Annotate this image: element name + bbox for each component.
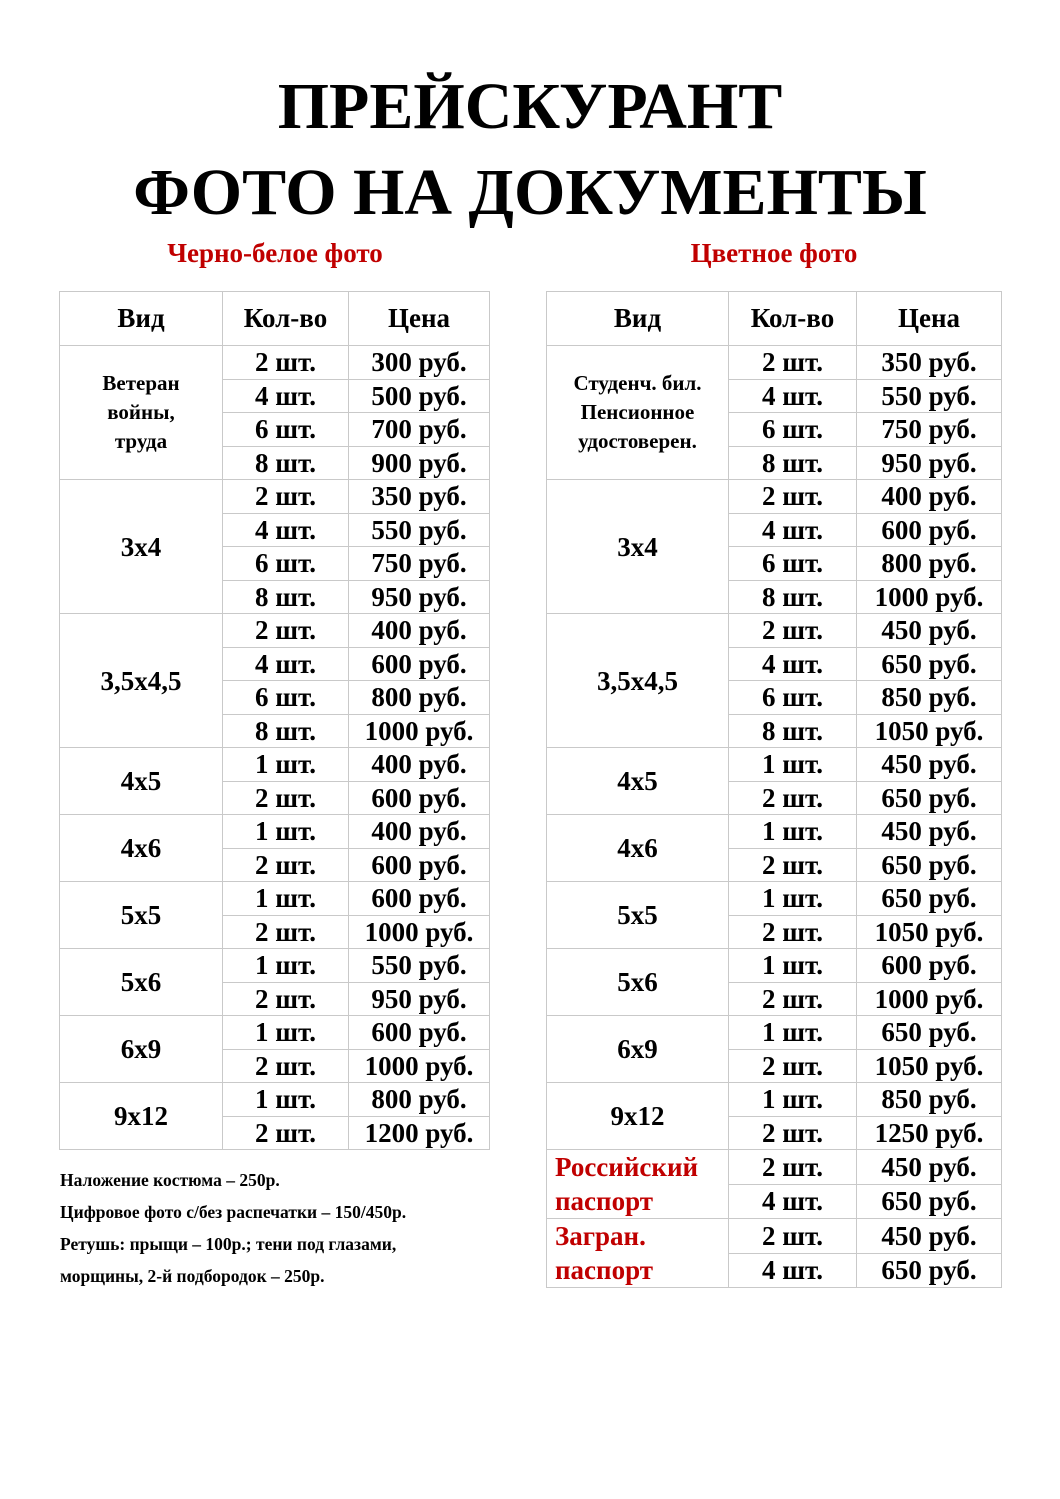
price-cell: 1000 руб. xyxy=(857,580,1002,614)
table-row xyxy=(60,882,490,916)
price-cell: 1000 руб. xyxy=(349,915,490,949)
price-cell: 900 руб. xyxy=(349,446,490,480)
title-line-2: ФОТО НА ДОКУМЕНТЫ xyxy=(133,156,927,229)
photo-kind-cell: 6х9 xyxy=(60,1016,223,1083)
table-row xyxy=(547,346,1002,380)
note-digital-photo: Цифровое фото с/без распечатки – 150/450р. xyxy=(60,1202,407,1222)
quantity-cell: 8 шт. xyxy=(729,580,857,614)
price-cell: 350 руб. xyxy=(857,346,1002,380)
quantity-cell: 2 шт. xyxy=(729,1049,857,1083)
price-cell: 550 руб. xyxy=(349,949,490,983)
quantity-cell: 1 шт. xyxy=(223,882,349,916)
price-cell: 550 руб. xyxy=(349,513,490,547)
photo-kind-cell: Студенч. бил. Пенсионное удостоверен. xyxy=(547,346,729,480)
quantity-cell: 4 шт. xyxy=(729,1184,857,1219)
photo-kind-cell: 9х12 xyxy=(60,1083,223,1150)
quantity-cell: 2 шт. xyxy=(223,848,349,882)
quantity-cell: 8 шт. xyxy=(729,714,857,748)
price-cell: 400 руб. xyxy=(349,614,490,648)
quantity-cell: 2 шт. xyxy=(729,1219,857,1254)
price-cell: 750 руб. xyxy=(857,413,1002,447)
quantity-cell: 2 шт. xyxy=(223,781,349,815)
quantity-cell: 4 шт. xyxy=(729,1253,857,1288)
photo-kind-cell: 3х4 xyxy=(60,480,223,614)
price-cell: 650 руб. xyxy=(857,1016,1002,1050)
title-line-1: ПРЕЙСКУРАНТ xyxy=(277,70,783,143)
table-row xyxy=(60,480,490,514)
header-kind: Вид xyxy=(547,292,729,346)
bw-section-heading: Черно-белое фото xyxy=(167,238,383,268)
quantity-cell: 6 шт. xyxy=(729,413,857,447)
price-cell: 650 руб. xyxy=(857,647,1002,681)
price-cell: 400 руб. xyxy=(349,815,490,849)
price-cell: 650 руб. xyxy=(857,1184,1002,1219)
table-header-row xyxy=(60,292,490,346)
table-row xyxy=(60,949,490,983)
table-row xyxy=(547,748,1002,782)
price-cell: 300 руб. xyxy=(349,346,490,380)
price-cell: 700 руб. xyxy=(349,413,490,447)
price-cell: 1050 руб. xyxy=(857,915,1002,949)
bw-price-table xyxy=(59,291,490,1150)
table-row xyxy=(547,882,1002,916)
photo-kind-cell: 4х5 xyxy=(60,748,223,815)
quantity-cell: 2 шт. xyxy=(729,614,857,648)
price-cell: 450 руб. xyxy=(857,614,1002,648)
price-cell: 500 руб. xyxy=(349,379,490,413)
table-row xyxy=(547,1016,1002,1050)
quantity-cell: 2 шт. xyxy=(223,1116,349,1150)
price-cell: 750 руб. xyxy=(349,547,490,581)
page-title xyxy=(0,64,1060,236)
table-row xyxy=(547,815,1002,849)
quantity-cell: 1 шт. xyxy=(223,949,349,983)
price-cell: 950 руб. xyxy=(857,446,1002,480)
header-kind: Вид xyxy=(60,292,223,346)
price-cell: 850 руб. xyxy=(857,1083,1002,1117)
table-row xyxy=(547,1150,1002,1185)
quantity-cell: 2 шт. xyxy=(729,915,857,949)
price-cell: 1200 руб. xyxy=(349,1116,490,1150)
quantity-cell: 2 шт. xyxy=(223,1049,349,1083)
quantity-cell: 1 шт. xyxy=(223,1016,349,1050)
quantity-cell: 4 шт. xyxy=(223,513,349,547)
photo-kind-cell: 3х4 xyxy=(547,480,729,614)
price-cell: 400 руб. xyxy=(857,480,1002,514)
price-cell: 600 руб. xyxy=(349,647,490,681)
quantity-cell: 4 шт. xyxy=(729,647,857,681)
photo-kind-cell: Ветеран войны, труда xyxy=(60,346,223,480)
table-row xyxy=(60,748,490,782)
quantity-cell: 1 шт. xyxy=(729,949,857,983)
quantity-cell: 2 шт. xyxy=(729,480,857,514)
photo-kind-cell: 5х5 xyxy=(547,882,729,949)
quantity-cell: 4 шт. xyxy=(729,379,857,413)
photo-kind-cell: 9х12 xyxy=(547,1083,729,1150)
quantity-cell: 8 шт. xyxy=(223,446,349,480)
quantity-cell: 1 шт. xyxy=(223,815,349,849)
price-cell: 950 руб. xyxy=(349,580,490,614)
price-cell: 800 руб. xyxy=(349,681,490,715)
price-cell: 600 руб. xyxy=(349,781,490,815)
price-cell: 1050 руб. xyxy=(857,1049,1002,1083)
price-cell: 650 руб. xyxy=(857,848,1002,882)
quantity-cell: 4 шт. xyxy=(223,379,349,413)
quantity-cell: 8 шт. xyxy=(729,446,857,480)
quantity-cell: 2 шт. xyxy=(729,346,857,380)
price-cell: 550 руб. xyxy=(857,379,1002,413)
quantity-cell: 1 шт. xyxy=(729,882,857,916)
table-row xyxy=(547,614,1002,648)
price-cell: 400 руб. xyxy=(349,748,490,782)
table-row xyxy=(547,480,1002,514)
note-retouch: Ретушь: прыщи – 100р.; тени под глазами, морщины, 2-й подбородок – 250р. xyxy=(60,1234,397,1286)
quantity-cell: 8 шт. xyxy=(223,580,349,614)
price-cell: 1050 руб. xyxy=(857,714,1002,748)
table-row xyxy=(60,1083,490,1117)
table-row xyxy=(60,346,490,380)
header-qty: Кол-во xyxy=(729,292,857,346)
price-cell: 1000 руб. xyxy=(349,714,490,748)
quantity-cell: 1 шт. xyxy=(729,815,857,849)
price-cell: 450 руб. xyxy=(857,1150,1002,1185)
quantity-cell: 6 шт. xyxy=(729,547,857,581)
photo-kind-cell: 6х9 xyxy=(547,1016,729,1083)
table-row xyxy=(547,1083,1002,1117)
price-cell: 600 руб. xyxy=(857,513,1002,547)
photo-kind-cell: 5х6 xyxy=(60,949,223,1016)
quantity-cell: 2 шт. xyxy=(223,614,349,648)
extra-services-notes xyxy=(60,1164,530,1292)
photo-kind-cell: 4х6 xyxy=(60,815,223,882)
quantity-cell: 2 шт. xyxy=(729,1116,857,1150)
quantity-cell: 4 шт. xyxy=(729,513,857,547)
header-price: Цена xyxy=(349,292,490,346)
quantity-cell: 2 шт. xyxy=(729,1150,857,1185)
photo-kind-cell: 5х5 xyxy=(60,882,223,949)
price-cell: 450 руб. xyxy=(857,1219,1002,1254)
header-qty: Кол-во xyxy=(223,292,349,346)
table-header-row xyxy=(547,292,1002,346)
quantity-cell: 1 шт. xyxy=(729,748,857,782)
price-cell: 450 руб. xyxy=(857,815,1002,849)
photo-kind-cell: Российский паспорт xyxy=(547,1150,729,1219)
photo-kind-cell: 4х6 xyxy=(547,815,729,882)
price-cell: 1250 руб. xyxy=(857,1116,1002,1150)
quantity-cell: 1 шт. xyxy=(729,1016,857,1050)
quantity-cell: 2 шт. xyxy=(223,346,349,380)
price-cell: 350 руб. xyxy=(349,480,490,514)
quantity-cell: 2 шт. xyxy=(223,915,349,949)
photo-kind-cell: 3,5х4,5 xyxy=(547,614,729,748)
photo-kind-cell: 5х6 xyxy=(547,949,729,1016)
photo-kind-cell: 4х5 xyxy=(547,748,729,815)
note-costume: Наложение костюма – 250р. xyxy=(60,1170,280,1190)
color-section-heading: Цветное фото xyxy=(690,238,858,268)
quantity-cell: 1 шт. xyxy=(223,1083,349,1117)
price-cell: 650 руб. xyxy=(857,882,1002,916)
quantity-cell: 6 шт. xyxy=(729,681,857,715)
table-row xyxy=(547,1219,1002,1254)
price-cell: 1000 руб. xyxy=(857,982,1002,1016)
quantity-cell: 6 шт. xyxy=(223,547,349,581)
price-cell: 600 руб. xyxy=(857,949,1002,983)
table-row xyxy=(60,614,490,648)
price-cell: 600 руб. xyxy=(349,882,490,916)
quantity-cell: 2 шт. xyxy=(223,480,349,514)
price-cell: 850 руб. xyxy=(857,681,1002,715)
quantity-cell: 4 шт. xyxy=(223,647,349,681)
photo-kind-cell: Загран. паспорт xyxy=(547,1219,729,1288)
quantity-cell: 1 шт. xyxy=(729,1083,857,1117)
price-cell: 600 руб. xyxy=(349,1016,490,1050)
quantity-cell: 8 шт. xyxy=(223,714,349,748)
photo-kind-cell: 3,5х4,5 xyxy=(60,614,223,748)
price-cell: 950 руб. xyxy=(349,982,490,1016)
price-cell: 800 руб. xyxy=(349,1083,490,1117)
price-cell: 650 руб. xyxy=(857,781,1002,815)
price-cell: 600 руб. xyxy=(349,848,490,882)
color-price-table xyxy=(546,291,1002,1288)
price-cell: 450 руб. xyxy=(857,748,1002,782)
quantity-cell: 6 шт. xyxy=(223,413,349,447)
quantity-cell: 2 шт. xyxy=(223,982,349,1016)
price-cell: 650 руб. xyxy=(857,1253,1002,1288)
quantity-cell: 1 шт. xyxy=(223,748,349,782)
table-row xyxy=(60,815,490,849)
quantity-cell: 2 шт. xyxy=(729,848,857,882)
price-cell: 1000 руб. xyxy=(349,1049,490,1083)
table-row xyxy=(547,949,1002,983)
quantity-cell: 2 шт. xyxy=(729,982,857,1016)
table-row xyxy=(60,1016,490,1050)
quantity-cell: 2 шт. xyxy=(729,781,857,815)
header-price: Цена xyxy=(857,292,1002,346)
price-cell: 800 руб. xyxy=(857,547,1002,581)
quantity-cell: 6 шт. xyxy=(223,681,349,715)
